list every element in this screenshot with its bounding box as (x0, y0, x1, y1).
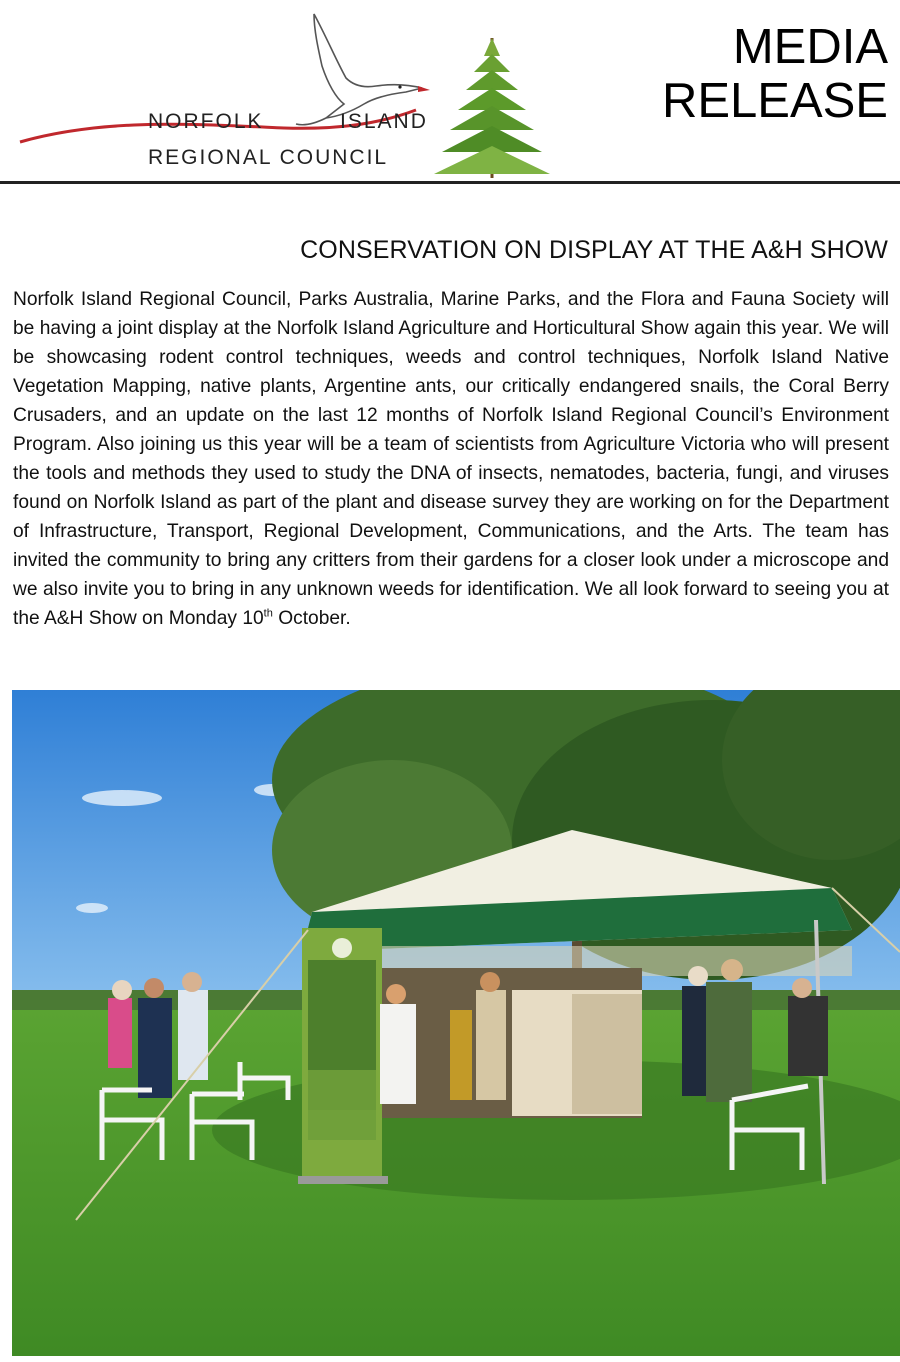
pull-up-banner (298, 928, 388, 1184)
body-main-text: Norfolk Island Regional Council, Parks Australia, Marine Parks, and the Flora and Fauna Society will be having a joint display at the Norfolk Island Agriculture and Horticultural Show again this year. We will be showcasing rodent control techniques, weeds and control techniques, Norfolk Island Native Vegetation Mapping, native plants, Argentine ants, our critically endangered snails, the Coral Berry Crusaders, and an update on the last 12 months of Norfolk Island Regional Council’s Environment Program. Also joining us this year will be a team of scientists from Agriculture Victoria who will present the tools and methods they used to study the DNA of insects, nematodes, bacteria, fungi, and viruses found on Norfolk Island as part of the plant and disease survey they are working on for the Department of Infrastructure, Transport, Regional Development, Communications, and the Arts. The team has invited the community to bring any critters from their gardens for a closer look under a microscope and we also invite you to bring in any unknown weeds for identification. We all look forward to seeing you at the A&H Show on Monday 10 (13, 289, 889, 629)
norfolk-pine-icon (434, 38, 550, 178)
logo-text-regional-council: REGIONAL COUNCIL (148, 146, 389, 169)
photo-scene (12, 690, 900, 1356)
article-headline: CONSERVATION ON DISPLAY AT THE A&H SHOW (300, 236, 888, 264)
logo-text-island: ISLAND (340, 110, 428, 133)
event-photo (12, 690, 900, 1356)
title-line-release: RELEASE (661, 74, 888, 128)
media-release-title (662, 20, 888, 128)
title-line-media: MEDIA (732, 20, 888, 74)
logo-text-norfolk: NORFOLK (148, 110, 264, 133)
tern-bird-icon (296, 14, 430, 125)
council-logo (14, 6, 574, 182)
article-body (13, 285, 889, 633)
header (0, 0, 900, 185)
header-divider (0, 181, 900, 184)
body-closing-text: October. (272, 608, 351, 629)
date-ordinal-suffix: th (263, 607, 273, 620)
